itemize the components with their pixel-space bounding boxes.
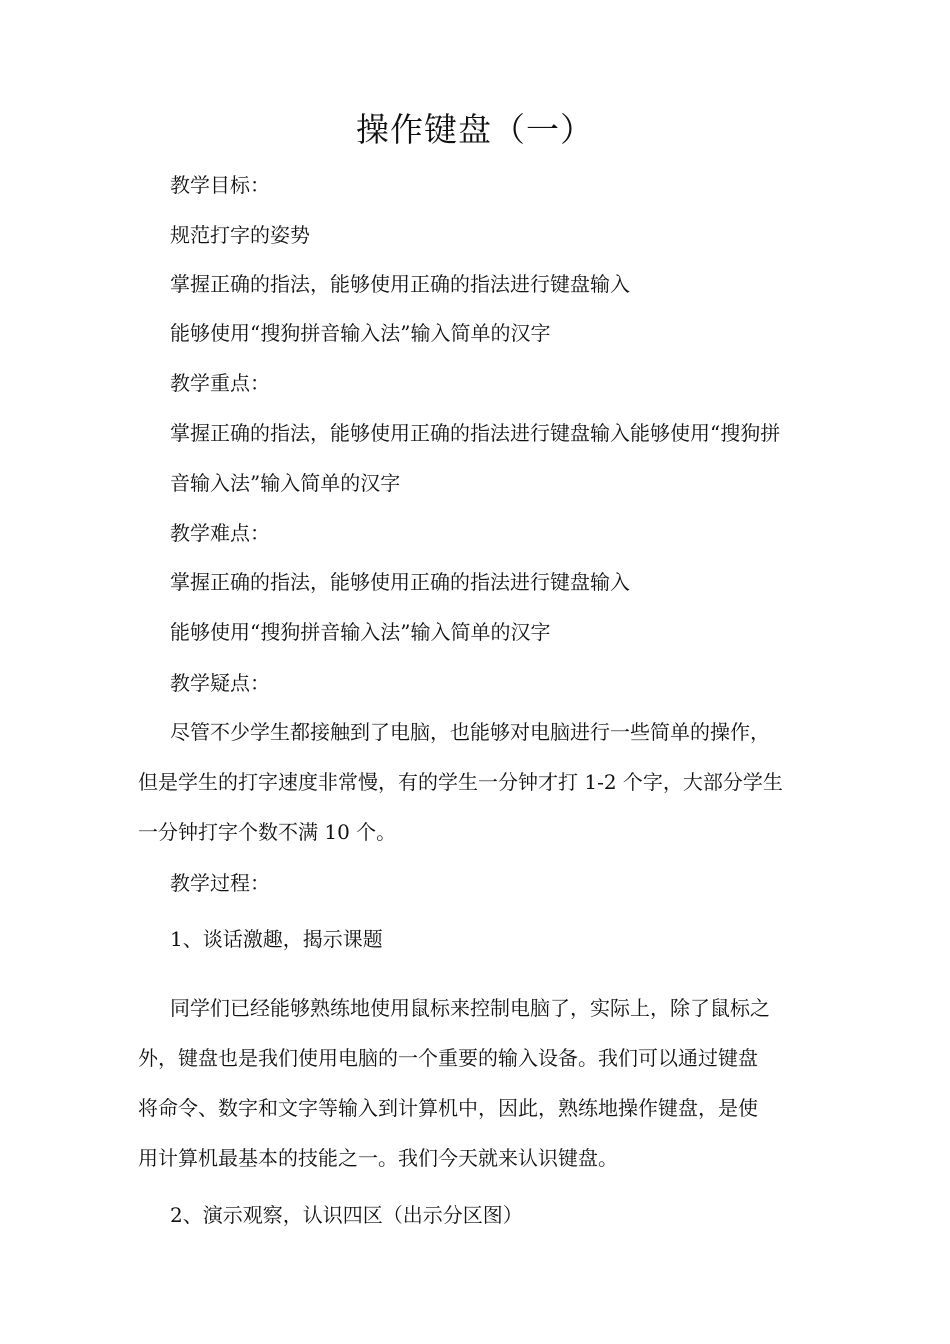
difficulties-heading: 教学难点： — [170, 521, 270, 545]
doubts-paragraph-line: 一分钟打字个数不满 10 个。 — [138, 820, 397, 844]
document-title: 操作键盘（一） — [356, 110, 594, 149]
doubts-paragraph-line: 尽管不少学生都接触到了电脑，也能够对电脑进行一些简单的操作， — [170, 720, 770, 744]
difficulty-item: 掌握正确的指法，能够使用正确的指法进行键盘输入 — [170, 570, 630, 594]
process-heading: 教学过程： — [170, 871, 270, 895]
keypoints-text: 掌握正确的指法，能够使用正确的指法进行键盘输入能够使用“搜狗拼 — [170, 421, 781, 445]
doubts-heading: 教学疑点： — [170, 671, 270, 695]
objective-item: 掌握正确的指法，能够使用正确的指法进行键盘输入 — [170, 272, 630, 296]
process-step-1: 1、谈话激趣，揭示课题 — [170, 927, 383, 951]
keypoints-text: 音输入法”输入简单的汉字 — [170, 471, 401, 495]
keypoints-heading: 教学重点： — [170, 371, 270, 395]
doubts-paragraph-line: 但是学生的打字速度非常慢，有的学生一分钟才打 1-2 个字，大部分学生 — [138, 770, 783, 794]
objective-item: 能够使用“搜狗拼音输入法”输入简单的汉字 — [170, 321, 551, 345]
intro-paragraph-line: 用计算机最基本的技能之一。我们今天就来认识键盘。 — [138, 1146, 618, 1170]
objective-item: 规范打字的姿势 — [170, 223, 310, 247]
difficulty-item: 能够使用“搜狗拼音输入法”输入简单的汉字 — [170, 620, 551, 644]
process-step-2: 2、演示观察，认识四区（出示分区图） — [170, 1203, 523, 1227]
objectives-heading: 教学目标： — [170, 173, 270, 197]
intro-paragraph-line: 同学们已经能够熟练地使用鼠标来控制电脑了，实际上，除了鼠标之 — [170, 996, 770, 1020]
intro-paragraph-line: 外，键盘也是我们使用电脑的一个重要的输入设备。我们可以通过键盘 — [138, 1046, 758, 1070]
intro-paragraph-line: 将命令、数字和文字等输入到计算机中，因此，熟练地操作键盘，是使 — [138, 1096, 758, 1120]
